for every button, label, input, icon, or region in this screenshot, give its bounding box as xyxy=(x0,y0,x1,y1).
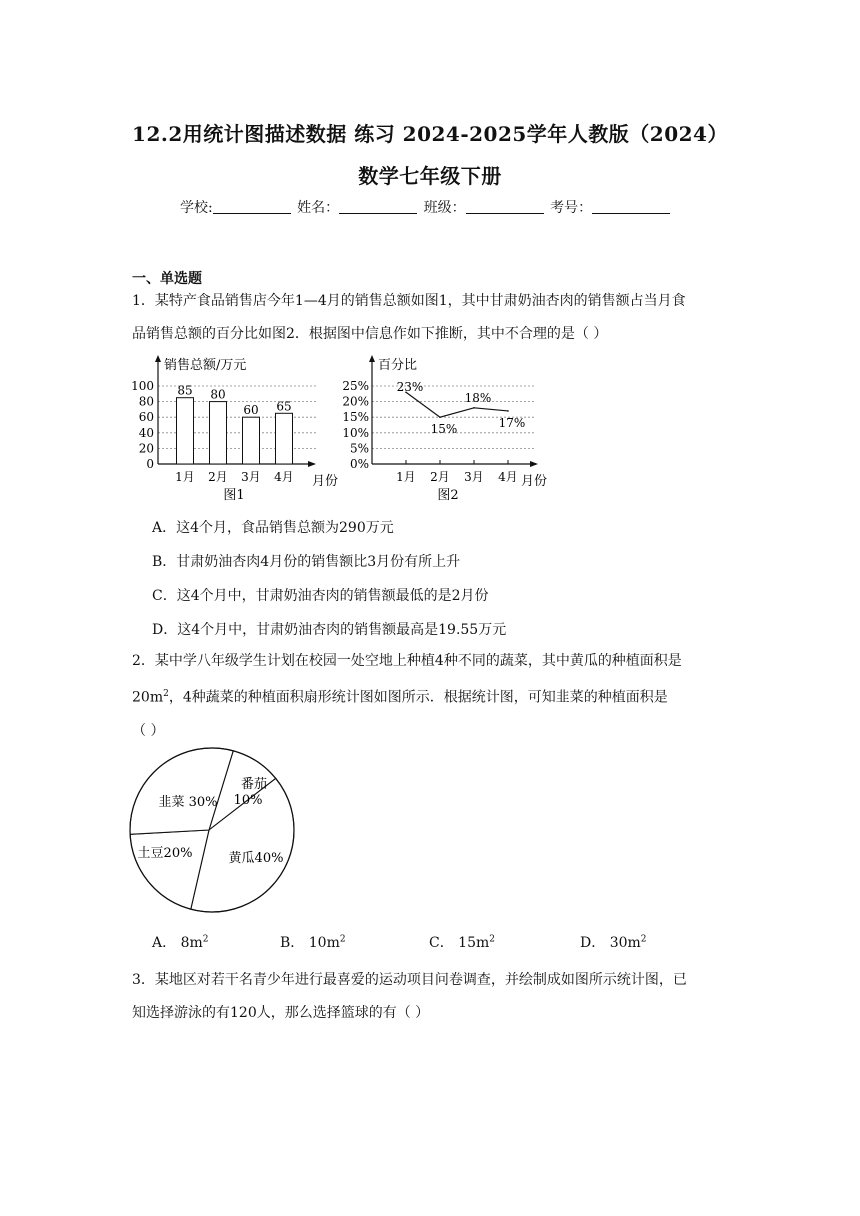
line-x-axis-arrow xyxy=(530,461,538,467)
q2-option-d[interactable]: D． $30m^2$ xyxy=(580,934,647,951)
q1-option-a[interactable]: A．这4个月，食品销售总额为290万元 xyxy=(152,520,394,536)
bar-x-tick-label: 4月 xyxy=(274,470,294,484)
line-y-tick-label: 20% xyxy=(342,394,369,409)
pie-slice-label: 黄瓜40% xyxy=(228,851,284,866)
q2-option-b[interactable]: B． $10m^2$ xyxy=(280,934,346,951)
school-blank[interactable] xyxy=(213,199,291,214)
pie-slice-label: 番茄 xyxy=(240,777,268,792)
line-point xyxy=(507,410,509,412)
bar-x-tick-label: 3月 xyxy=(241,470,261,484)
question-2-text xyxy=(132,645,732,748)
bar-y-tick-label: 40 xyxy=(138,425,154,440)
figure-1-bar-chart xyxy=(128,352,358,502)
bar-4 xyxy=(276,413,293,464)
line-y-tick-label: 10% xyxy=(342,425,369,440)
line-x-tick-label: 3月 xyxy=(464,470,484,484)
line-value-label: 18% xyxy=(464,390,492,405)
class-label: 班级： xyxy=(423,200,466,216)
line-y-tick-label: 25% xyxy=(342,379,369,393)
question-3-line1: 3．某地区对若干名青少年进行最喜爱的运动项目问卷调查，并绘制成如图所示统计图，已 xyxy=(132,972,687,988)
bar-y-tick-label: 60 xyxy=(138,410,154,425)
section-heading: 一、单选题 xyxy=(132,271,202,287)
line-value-label: 23% xyxy=(396,380,424,395)
bar-3 xyxy=(243,417,260,464)
figure-2-caption: 图2 xyxy=(437,488,459,502)
line-value-label: 17% xyxy=(498,415,526,430)
bar-value-label: 60 xyxy=(243,403,259,418)
line-y-axis-label: 百分比 xyxy=(378,358,418,373)
line-y-tick-label: 5% xyxy=(349,441,369,456)
question-1-text xyxy=(132,285,732,351)
line-x-axis-label: 月份 xyxy=(521,474,548,489)
bar-x-tick-label: 1月 xyxy=(175,470,195,484)
bar-x-axis-arrow xyxy=(308,461,316,467)
q1-option-b[interactable]: B．甘肃奶油杏肉4月份的销售额比3月份有所上升 xyxy=(152,554,461,570)
line-point xyxy=(439,416,441,418)
q2-line2-rest: ，4种蔬菜的种植面积扇形统计图如图所示．根据统计图，可知韭菜的种植面积是 xyxy=(168,689,668,706)
q2-area-value: 20m xyxy=(132,689,164,706)
question-3-line2: 知选择游泳的有120人，那么选择篮球的有（ ） xyxy=(132,1005,430,1021)
figure-pie-chart xyxy=(126,744,301,919)
pie-slice-label: 10% xyxy=(233,793,263,808)
name-blank[interactable] xyxy=(339,199,417,214)
bar-x-axis-label: 月份 xyxy=(312,474,339,489)
question-2-line2 xyxy=(132,678,732,715)
figure-1-caption: 图1 xyxy=(223,488,245,502)
question-1-line1: 1．某特产食品销售店今年1—4月的销售总额如图1，其中甘肃奶油杏肉的销售额占当月食 xyxy=(132,293,686,309)
name-label: 姓名： xyxy=(297,200,340,216)
question-2-line1: 2．某中学八年级学生计划在校园一处空地上种植4种不同的蔬菜，其中黄瓜的种植面积是 xyxy=(132,653,682,669)
line-x-tick-label: 1月 xyxy=(396,470,416,484)
bar-y-tick-label: 0 xyxy=(146,457,154,471)
q1-option-d[interactable]: D．这4个月中，甘肃奶油杏肉的销售额最高是19.55万元 xyxy=(152,622,507,638)
q1-option-c[interactable]: C．这4个月中，甘肃奶油杏肉的销售额最低的是2月份 xyxy=(152,588,489,604)
bar-y-axis-arrow xyxy=(155,355,161,362)
bar-2 xyxy=(210,402,227,464)
bar-value-label: 80 xyxy=(210,387,226,402)
student-info-fields xyxy=(180,197,672,217)
pie-slice-label: 土豆20% xyxy=(137,846,193,861)
exam-no-label: 考号： xyxy=(550,200,593,216)
figure-2-line-chart xyxy=(340,352,560,502)
bar-y-tick-label: 100 xyxy=(131,379,154,393)
question-1-line2: 品销售总额的百分比如图2．根据图中信息作如下推断，其中不合理的是（ ） xyxy=(132,326,608,342)
document-title-line1: 12.2用统计图描述数据 练习 2024-2025学年人教版（2024） xyxy=(132,122,728,146)
class-blank[interactable] xyxy=(466,199,544,214)
line-x-tick-label: 4月 xyxy=(498,470,518,484)
bar-y-axis-label: 销售总额/万元 xyxy=(164,358,247,373)
line-y-tick-label: 0% xyxy=(349,457,369,471)
pie-slice-label: 韭菜 30% xyxy=(158,795,218,810)
bar-y-tick-label: 20 xyxy=(138,441,154,456)
bar-x-tick-label: 2月 xyxy=(208,470,228,484)
line-series xyxy=(406,392,508,417)
document-title-line2: 数学七年级下册 xyxy=(358,164,502,188)
line-value-label: 15% xyxy=(430,422,458,437)
line-y-tick-label: 15% xyxy=(342,410,369,425)
line-x-tick-label: 2月 xyxy=(430,470,450,484)
q2-option-a[interactable]: A． $8m^2$ xyxy=(152,934,209,951)
bar-y-tick-label: 80 xyxy=(138,394,154,409)
bar-value-label: 65 xyxy=(276,399,292,414)
bar-value-label: 85 xyxy=(177,383,193,398)
q2-option-c[interactable]: C． $15m^2$ xyxy=(429,934,495,951)
line-point xyxy=(473,407,475,409)
school-label: 学校: xyxy=(180,200,213,216)
question-3-text xyxy=(132,964,732,1030)
exam-no-blank[interactable] xyxy=(592,199,670,214)
q2-area-sup: 2 xyxy=(163,689,169,699)
line-y-axis-arrow xyxy=(369,355,375,362)
question-2-line3: （ ） xyxy=(132,722,165,739)
bar-1 xyxy=(177,398,194,464)
